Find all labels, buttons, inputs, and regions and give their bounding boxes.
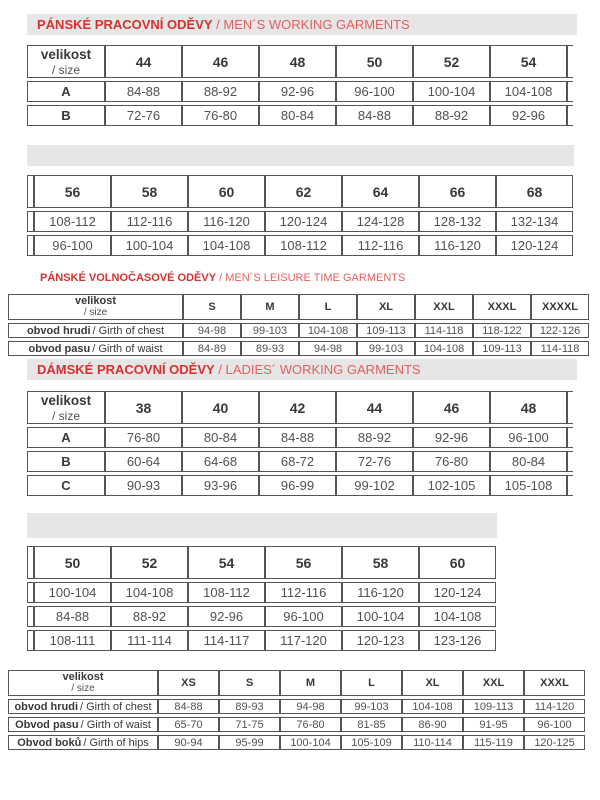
size-value-cell: 111-114 [111, 630, 188, 651]
size-value-cell: 90-94 [158, 735, 219, 750]
data-row [27, 451, 573, 472]
size-value-cell: 99-103 [241, 323, 299, 338]
size-value-cell: 92-96 [413, 427, 490, 448]
size-value-cell: 94-98 [299, 341, 357, 356]
section-header-mens-leisure [40, 272, 600, 285]
cut-column-cell [567, 475, 573, 496]
size-value-cell: 105-108 [490, 475, 567, 496]
size-value-cell: 105-109 [341, 735, 402, 750]
size-value-cell: 96-100 [490, 427, 567, 448]
section-header-mens-working [27, 14, 577, 35]
size-value-cell: 94-98 [280, 699, 341, 714]
size-column-header: 38 [105, 391, 182, 424]
size-value-cell: 96-100 [524, 717, 585, 732]
header-row [27, 175, 573, 208]
size-value-cell: 108-112 [265, 235, 342, 256]
data-row [27, 211, 573, 232]
size-column-header: XL [402, 670, 463, 696]
size-value-cell: 109-113 [473, 341, 531, 356]
measurement-label-cell: B [27, 451, 105, 472]
size-value-cell: 104-108 [402, 699, 463, 714]
ladies-leisure-sizes-table [8, 667, 585, 753]
size-corner-line2: / size [83, 307, 108, 318]
measurement-label-cell: A [27, 81, 105, 102]
size-value-cell: 124-128 [342, 211, 419, 232]
cut-column-cell [27, 546, 34, 579]
size-value-cell: 93-96 [182, 475, 259, 496]
section-title-separator: / [212, 17, 224, 32]
size-value-cell: 72-76 [336, 451, 413, 472]
header-row [27, 45, 573, 78]
measurement-label-cell [8, 323, 183, 338]
size-corner-cell [27, 45, 105, 78]
mens-leisure-sizes-table [8, 291, 589, 359]
size-value-cell: 122-126 [531, 323, 589, 338]
data-row [27, 235, 573, 256]
cut-column-cell [27, 211, 34, 232]
header-row [8, 670, 585, 696]
size-value-cell: 88-92 [111, 606, 188, 627]
cut-column-cell [567, 45, 573, 78]
size-column-header: 54 [188, 546, 265, 579]
size-column-header: 58 [111, 175, 188, 208]
size-corner-line2: / size [51, 408, 80, 423]
measurement-label-cell [8, 341, 183, 356]
size-value-cell: 84-88 [158, 699, 219, 714]
measurement-label-cz: Obvod boků [17, 736, 82, 749]
size-value-cell: 120-124 [496, 235, 573, 256]
size-value-cell: 120-124 [265, 211, 342, 232]
size-column-header: 50 [34, 546, 111, 579]
size-column-header: 46 [413, 391, 490, 424]
measurement-label-en: / Girth of chest [92, 324, 165, 337]
size-value-cell: 80-84 [182, 427, 259, 448]
measurement-label-en: / Girth of hips [83, 736, 149, 749]
size-column-header: XXL [463, 670, 524, 696]
size-column-header: 48 [259, 45, 336, 78]
size-value-cell: 120-123 [342, 630, 419, 651]
cut-column-cell [567, 451, 573, 472]
size-value-cell: 76-80 [413, 451, 490, 472]
size-column-header: 60 [188, 175, 265, 208]
size-value-cell: 90-93 [105, 475, 182, 496]
size-value-cell: 104-108 [490, 81, 567, 102]
size-value-cell: 71-75 [219, 717, 280, 732]
size-value-cell: 89-93 [219, 699, 280, 714]
size-value-cell: 68-72 [259, 451, 336, 472]
section-title-en: MEN´S WORKING GARMENTS [223, 17, 410, 32]
header-row [27, 391, 573, 424]
measurement-label-cell [8, 717, 158, 732]
section-header-ladies-working [27, 359, 577, 380]
ladies-working-sizes-table-part2 [27, 543, 496, 654]
size-value-cell: 60-64 [105, 451, 182, 472]
section-title-cz: PÁNSKÉ VOLNOČASOVÉ ODĚVY [40, 272, 217, 284]
size-value-cell: 100-104 [342, 606, 419, 627]
size-column-header: 56 [34, 175, 111, 208]
size-value-cell: 112-116 [111, 211, 188, 232]
size-value-cell: 96-100 [34, 235, 111, 256]
data-row [8, 323, 589, 338]
cut-column-cell [567, 391, 573, 424]
size-value-cell: 76-80 [280, 717, 341, 732]
size-column-header: 52 [413, 45, 490, 78]
measurement-label-cell [8, 699, 158, 714]
size-value-cell: 99-102 [336, 475, 413, 496]
size-column-header: 56 [265, 546, 342, 579]
measurement-label-cz: obvod pasu [28, 342, 91, 355]
mens-working-sizes-table-part1 [27, 42, 573, 129]
size-corner-line2: / size [71, 683, 95, 694]
data-row [8, 341, 589, 356]
size-value-cell: 116-120 [342, 582, 419, 603]
size-value-cell: 86-90 [402, 717, 463, 732]
size-value-cell: 84-88 [336, 105, 413, 126]
size-value-cell: 96-100 [265, 606, 342, 627]
measurement-label-cell: B [27, 105, 105, 126]
size-column-header: L [299, 294, 357, 320]
size-value-cell: 128-132 [419, 211, 496, 232]
size-column-header: XXXL [524, 670, 585, 696]
size-column-header: 50 [336, 45, 413, 78]
size-value-cell: 89-93 [241, 341, 299, 356]
size-value-cell: 114-120 [524, 699, 585, 714]
size-value-cell: 84-88 [34, 606, 111, 627]
size-value-cell: 104-108 [188, 235, 265, 256]
size-value-cell: 80-84 [259, 105, 336, 126]
size-corner-cell [8, 670, 158, 696]
size-value-cell: 100-104 [280, 735, 341, 750]
size-corner-line1: velikost [75, 295, 116, 307]
size-column-header: S [219, 670, 280, 696]
size-value-cell: 109-113 [357, 323, 415, 338]
measurement-label-cz: obvod hrudi [26, 324, 91, 337]
size-value-cell: 64-68 [182, 451, 259, 472]
data-row [27, 427, 573, 448]
size-value-cell: 99-103 [357, 341, 415, 356]
section-title-en: LADIES´ WORKING GARMENTS [225, 362, 421, 377]
size-value-cell: 114-118 [531, 341, 589, 356]
size-column-header: 44 [336, 391, 413, 424]
size-column-header: 66 [419, 175, 496, 208]
size-value-cell: 94-98 [183, 323, 241, 338]
size-column-header: M [280, 670, 341, 696]
size-value-cell: 109-113 [463, 699, 524, 714]
table-continuation-spacer [27, 145, 574, 166]
data-row [27, 582, 496, 603]
measurement-label-cell: A [27, 427, 105, 448]
size-value-cell: 99-103 [341, 699, 402, 714]
size-value-cell: 110-114 [402, 735, 463, 750]
size-column-header: XXL [415, 294, 473, 320]
cut-column-cell [27, 630, 34, 651]
size-corner-cell [27, 391, 105, 424]
size-value-cell: 65-70 [158, 717, 219, 732]
size-column-header: 54 [490, 45, 567, 78]
size-column-header: 44 [105, 45, 182, 78]
size-column-header: 62 [265, 175, 342, 208]
cut-column-cell [567, 427, 573, 448]
cut-column-cell [27, 175, 34, 208]
size-value-cell: 92-96 [259, 81, 336, 102]
size-value-cell: 104-108 [111, 582, 188, 603]
size-value-cell: 95-99 [219, 735, 280, 750]
size-value-cell: 91-95 [463, 717, 524, 732]
size-value-cell: 112-116 [265, 582, 342, 603]
mens-working-sizes-table-part2 [27, 172, 573, 259]
cut-column-cell [567, 105, 573, 126]
size-value-cell: 92-96 [188, 606, 265, 627]
size-value-cell: 100-104 [111, 235, 188, 256]
size-corner-line1: velikost [40, 46, 92, 62]
size-corner-line1: velikost [62, 671, 104, 683]
size-column-header: 58 [342, 546, 419, 579]
cut-column-cell [27, 235, 34, 256]
data-row [27, 475, 573, 496]
size-value-cell: 104-108 [415, 341, 473, 356]
size-value-cell: 84-88 [259, 427, 336, 448]
size-column-header: 52 [111, 546, 188, 579]
cut-column-cell [27, 606, 34, 627]
size-value-cell: 76-80 [105, 427, 182, 448]
size-column-header: XXXXL [531, 294, 589, 320]
size-column-header: XL [357, 294, 415, 320]
size-value-cell: 80-84 [490, 451, 567, 472]
size-value-cell: 120-124 [419, 582, 496, 603]
size-column-header: 48 [490, 391, 567, 424]
size-value-cell: 92-96 [490, 105, 567, 126]
size-corner-line1: velikost [40, 392, 92, 408]
measurement-label-en: / Girth of chest [80, 700, 152, 713]
size-column-header: 40 [182, 391, 259, 424]
measurement-label-cz: Obvod pasu [15, 718, 79, 731]
size-value-cell: 96-100 [336, 81, 413, 102]
size-value-cell: 104-108 [419, 606, 496, 627]
size-column-header: XS [158, 670, 219, 696]
size-value-cell: 117-120 [265, 630, 342, 651]
size-value-cell: 120-125 [524, 735, 585, 750]
size-value-cell: 76-80 [182, 105, 259, 126]
size-value-cell: 108-112 [34, 211, 111, 232]
size-value-cell: 108-111 [34, 630, 111, 651]
section-title-cz: DÁMSKÉ PRACOVNÍ ODĚVY [37, 362, 215, 377]
size-value-cell: 118-122 [473, 323, 531, 338]
data-row [8, 699, 585, 714]
size-corner-cell [8, 294, 183, 320]
size-value-cell: 112-116 [342, 235, 419, 256]
section-title-cz: PÁNSKÉ PRACOVNÍ ODĚVY [37, 17, 213, 32]
size-value-cell: 116-120 [419, 235, 496, 256]
size-column-header: L [341, 670, 402, 696]
size-value-cell: 108-112 [188, 582, 265, 603]
size-column-header: M [241, 294, 299, 320]
section-title-separator: / [214, 362, 226, 377]
measurement-label-en: / Girth of waist [92, 342, 163, 355]
size-value-cell: 84-89 [183, 341, 241, 356]
size-column-header: S [183, 294, 241, 320]
size-value-cell: 132-134 [496, 211, 573, 232]
measurement-label-cz: obvod hrudi [14, 700, 78, 713]
size-value-cell: 81-85 [341, 717, 402, 732]
cut-column-cell [567, 81, 573, 102]
header-row [8, 294, 589, 320]
size-value-cell: 100-104 [34, 582, 111, 603]
size-value-cell: 104-108 [299, 323, 357, 338]
measurement-label-cell [8, 735, 158, 750]
size-value-cell: 88-92 [336, 427, 413, 448]
table-continuation-spacer [27, 513, 497, 538]
section-title-en: MEN´S LEISURE TIME GARMENTS [225, 272, 406, 284]
data-row [27, 105, 573, 126]
size-value-cell: 116-120 [188, 211, 265, 232]
cut-column-cell [27, 582, 34, 603]
size-value-cell: 88-92 [413, 105, 490, 126]
size-column-header: 64 [342, 175, 419, 208]
measurement-label-cell: C [27, 475, 105, 496]
size-corner-line2: / size [51, 62, 80, 77]
size-value-cell: 96-99 [259, 475, 336, 496]
size-column-header: 60 [419, 546, 496, 579]
size-column-header: 42 [259, 391, 336, 424]
size-value-cell: 102-105 [413, 475, 490, 496]
size-value-cell: 114-118 [415, 323, 473, 338]
size-value-cell: 88-92 [182, 81, 259, 102]
data-row [27, 606, 496, 627]
size-value-cell: 100-104 [413, 81, 490, 102]
data-row [27, 81, 573, 102]
size-value-cell: 84-88 [105, 81, 182, 102]
data-row [8, 717, 585, 732]
size-value-cell: 72-76 [105, 105, 182, 126]
size-column-header: 68 [496, 175, 573, 208]
size-value-cell: 123-126 [419, 630, 496, 651]
size-column-header: 46 [182, 45, 259, 78]
ladies-working-sizes-table-part1 [27, 388, 573, 499]
size-value-cell: 115-119 [463, 735, 524, 750]
data-row [8, 735, 585, 750]
size-column-header: XXXL [473, 294, 531, 320]
header-row [27, 546, 496, 579]
data-row [27, 630, 496, 651]
size-value-cell: 114-117 [188, 630, 265, 651]
measurement-label-en: / Girth of waist [80, 718, 151, 731]
section-title-separator: / [216, 272, 226, 284]
